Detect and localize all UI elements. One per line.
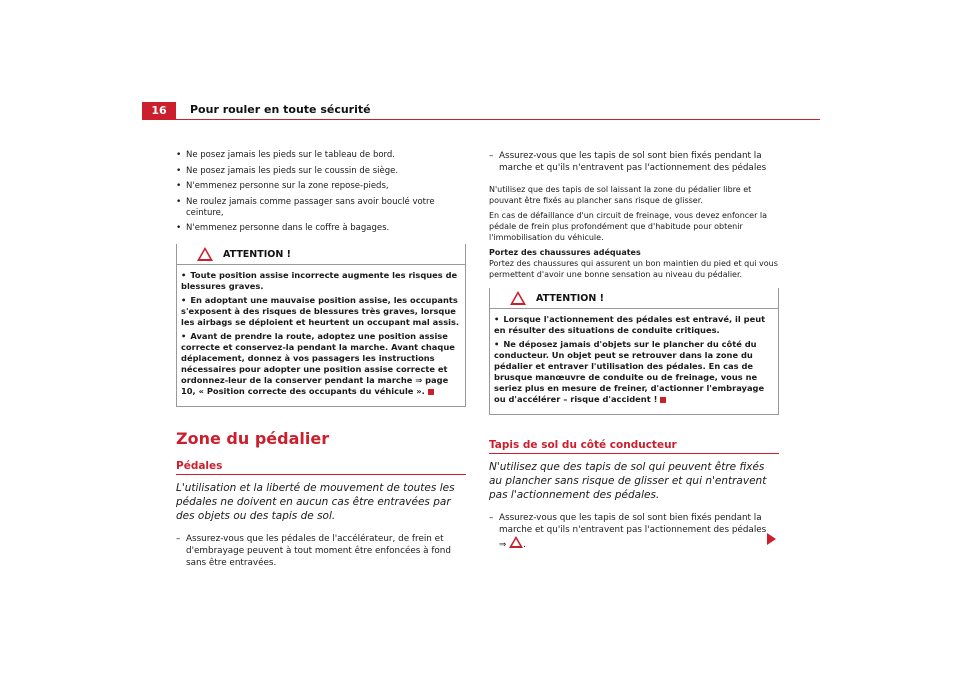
bullet-icon: • (181, 270, 187, 280)
running-header: Pour rouler en toute sécurité (190, 103, 371, 116)
header-rule (142, 119, 820, 120)
bullet-icon: • (494, 339, 500, 349)
bullet-icon: • (176, 196, 182, 207)
warning-item: • Ne déposez jamais d'objets sur le plancher du côté du conducteur. Un objet peut se retrouver dans la zone du pédalier et entraver l'utilisation des pédales. En cas de brusque manœuvre de conduite ou de freinage, vous ne seriez plus en mesure de freiner, d'actionner l'embrayage ou d'accélérer – risque d'accident ! (494, 339, 765, 404)
paragraph: En cas de défaillance d'un circuit de freinage, vous devez enfoncer la pédale de frein plus profondément que d'habitude pour obtenir l'immobilisation du véhicule. (489, 211, 768, 242)
shoes-heading: Portez des chaussures adéquates (489, 248, 641, 257)
left-column (176, 150, 466, 575)
paragraph: N'utilisez que des tapis de sol laissant la zone du pédalier libre et pouvant être fixés au plancher sans risque de glisser. (489, 185, 752, 205)
warning-title: ATTENTION ! (223, 248, 291, 260)
paragraph: Portez des chaussures qui assurent un bon maintien du pied et qui vous permettent d'avoir une bonne sensation au niveau du pédalier. (489, 259, 778, 279)
right-column (489, 150, 779, 557)
bullet-icon: • (181, 295, 187, 305)
bullet-icon: • (176, 181, 182, 191)
warning-triangle-icon: ! (197, 247, 213, 261)
list-item: • N'emmenez personne dans le coffre à bagages. (176, 223, 390, 233)
instruction-item: – Assurez-vous que les tapis de sol sont bien fixés pendant la marche et qu'ils n'entravent pas l'actionnement des pédales ⇒ . (489, 513, 767, 550)
warning-box (489, 288, 779, 415)
bullet-icon: • (176, 165, 182, 176)
list-item: • Ne posez jamais les pieds sur le coussin de siège. (176, 165, 399, 176)
subsection-rule (176, 474, 466, 475)
warning-triangle-icon: ! (510, 291, 526, 305)
end-square-icon (428, 389, 434, 395)
list-item: • N'emmenez personne sur la zone repose-pieds, (176, 181, 389, 191)
lead-text: N'utilisez que des tapis de sol qui peuvent être fixés au plancher sans risque de glisser et qui n'entravent pas l'actionnement des pédales. (489, 461, 767, 501)
warning-item: • En adoptant une mauvaise position assise, les occupants s'exposent à des risques de blessures très graves, lorsque les airbags se déploient et heurtent un occupant mal assis. (181, 295, 460, 327)
bullet-icon: • (176, 223, 182, 233)
subsection-title: Tapis de sol du côté conducteur (489, 439, 677, 451)
instruction-item: – Assurez-vous que les pédales de l'accélérateur, de frein et d'embrayage peuvent à tout moment être enfoncées à fond sans être entravées. (176, 534, 451, 568)
lead-text: L'utilisation et la liberté de mouvement de toutes les pédales ne doivent en aucun cas être entravées par des objets ou des tapis de sol. (176, 482, 455, 522)
subsection-rule (489, 453, 779, 454)
warning-item: • Avant de prendre la route, adoptez une position assise correcte et conservez-la pendant la marche. Avant chaque déplacement, donnez à vos passagers les instructions nécessaires pour adopter une position assise correcte et ordonnez-leur de la conserver pendant la marche ⇒ page 10, « Position correcte des occupants du véhicule ». (181, 331, 455, 396)
warning-item: • Toute position assise incorrecte augmente les risques de blessures graves. (181, 270, 458, 291)
section-title: Zone du pédalier (176, 429, 330, 448)
warning-box (176, 244, 466, 407)
warning-header (490, 288, 778, 309)
bullet-icon: • (181, 331, 187, 341)
subsection-title: Pédales (176, 460, 223, 472)
cross-reference-arrow: ⇒ (499, 540, 507, 550)
end-square-icon (660, 397, 666, 403)
bullet-list (176, 150, 466, 234)
list-item: • Ne posez jamais les pieds sur le tableau de bord. (176, 150, 395, 160)
warning-triangle-icon (509, 536, 523, 548)
warning-item: • Lorsque l'actionnement des pédales est entravé, il peut en résulter des situations de conduite critiques. (494, 314, 766, 335)
instruction-item: – Assurez-vous que les tapis de sol sont bien fixés pendant la marche et qu'ils n'entravent pas l'actionnement des pédales (489, 151, 767, 173)
warning-header (177, 244, 465, 265)
bullet-icon: • (494, 314, 500, 324)
bullet-icon: • (176, 150, 182, 160)
page-number: 16 (142, 102, 176, 119)
list-item: • Ne roulez jamais comme passager sans avoir bouclé votre ceinture, (176, 196, 435, 218)
next-page-arrow-icon (767, 533, 776, 545)
warning-title: ATTENTION ! (536, 292, 604, 304)
